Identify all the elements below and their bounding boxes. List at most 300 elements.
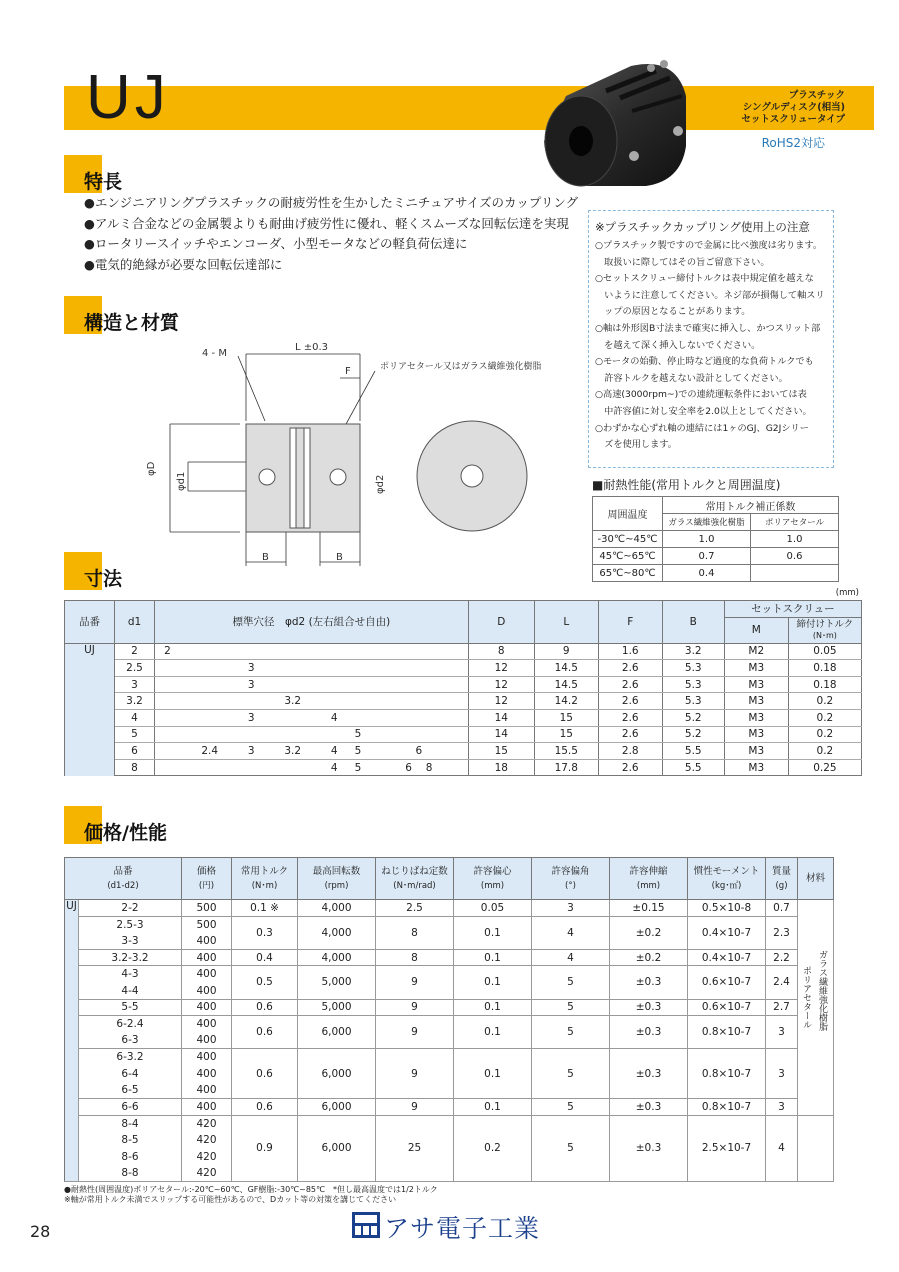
caution-line: 中許容値に対し安全率を2.0以上としてください。	[595, 405, 812, 417]
perf-part: 2.5-3	[79, 916, 182, 933]
perf-price: 400	[182, 1049, 232, 1066]
perf-rpm: 6,000	[298, 1115, 376, 1181]
perf-header-unit: (N･m)	[251, 880, 278, 891]
perf-inertia: 0.8×10-7	[688, 1099, 766, 1116]
dim-cell-d2	[155, 759, 181, 776]
perf-price: 400	[182, 949, 232, 966]
dim-cell-d2	[180, 643, 239, 660]
caution-line: 取扱いに際してはその旨ご留意下さい。	[595, 256, 770, 268]
perf-header-row	[65, 858, 834, 900]
heading-label: 価格/性能	[84, 822, 167, 844]
dim-cell-d: 12	[468, 660, 534, 677]
feature-item: ●エンジニアリングプラスチックの耐疲労性を生かしたミニチュアサイズのカップリング	[84, 195, 579, 210]
dim-cell-d2	[180, 726, 239, 743]
perf-mass: 2.7	[766, 999, 798, 1016]
dim-cell-d2	[180, 676, 239, 693]
perf-header-unit: (g)	[775, 880, 788, 891]
dim-cell-d2	[370, 676, 468, 693]
perf-mass: 4	[766, 1115, 798, 1181]
perf-ecc: 0.1	[454, 1099, 532, 1116]
material-pom: ポリアセタール	[801, 966, 811, 1029]
perf-material	[798, 900, 834, 1182]
dim-cell-d2	[239, 693, 263, 710]
dim-cell-d2	[322, 693, 346, 710]
dim-header-d2: 標準穴径 φd2 (左右組合せ自由)	[155, 601, 469, 644]
perf-part: 4-4	[79, 982, 182, 999]
heat-cell: 1.0	[751, 531, 839, 548]
perf-ang: 4	[532, 916, 610, 949]
perf-mass: 0.7	[766, 900, 798, 917]
dim-header-part: 品番	[65, 601, 115, 644]
caution-heading: ※プラスチックカップリング使用上の注意	[595, 220, 810, 234]
dim-cell-d2	[322, 660, 346, 677]
perf-part: 6-2.4	[79, 1016, 182, 1033]
dim-cell-d2	[263, 660, 322, 677]
dim-cell-d: 14	[468, 726, 534, 743]
feature-item: ●電気的絶縁が必要な回転伝達部に	[84, 256, 283, 272]
dim-cell-b: 5.3	[662, 693, 724, 710]
dim-cell-t: 0.25	[788, 759, 861, 776]
page-number: 28	[30, 1222, 51, 1241]
torque-unit: (N･m)	[812, 631, 837, 641]
notes	[64, 1185, 438, 1205]
dim-cell-d1: 2	[115, 643, 155, 660]
perf-torque: 0.6	[232, 999, 298, 1016]
perf-price: 420	[182, 1165, 232, 1182]
caution-line: ○わずかな心ずれ軸の連結には1ヶのGJ、G2Jシリー	[595, 422, 809, 434]
performance-body	[65, 900, 834, 1182]
perf-part: 8-8	[79, 1165, 182, 1182]
perf-part: 8-6	[79, 1148, 182, 1165]
dim-cell-d2	[180, 693, 239, 710]
perf-inertia: 0.4×10-7	[688, 949, 766, 966]
perf-inertia: 0.5×10-8	[688, 900, 766, 917]
note-line: ●耐熱性(周囲温度)ポリアセタール:-20℃~60℃、GF樹脂:-30℃~85℃ *但し最高温度では1/2トルク	[64, 1185, 438, 1194]
perf-part: 6-3	[79, 1032, 182, 1049]
dim-cell-d2	[155, 726, 181, 743]
perf-spring: 8	[376, 949, 454, 966]
perf-header-unit: (N･m/rad)	[393, 880, 436, 891]
perf-price: 400	[182, 1016, 232, 1033]
perf-header-label: 許容伸縮	[629, 865, 668, 877]
perf-inertia: 0.6×10-7	[688, 999, 766, 1016]
product-type	[741, 90, 845, 126]
perf-header	[688, 858, 766, 900]
perf-ang: 5	[532, 966, 610, 999]
dim-row	[65, 743, 862, 760]
perf-header-label: 許容偏心	[473, 865, 512, 877]
dim-row	[65, 660, 862, 677]
perf-row	[65, 999, 834, 1016]
dim-cell-f: 2.6	[598, 709, 662, 726]
heat-cell	[751, 565, 839, 582]
subtitle-line: シングルディスク(相当)	[742, 102, 845, 113]
heat-table-title: ■耐熱性能(常用トルクと周囲温度)	[592, 478, 781, 492]
dim-cell-m: M3	[724, 759, 788, 776]
dim-cell-f: 1.6	[598, 643, 662, 660]
perf-price: 500	[182, 900, 232, 917]
perf-part: 8-5	[79, 1132, 182, 1149]
dim-cell-d2: 3	[239, 709, 263, 726]
perf-part: 4-3	[79, 966, 182, 983]
perf-header	[766, 858, 798, 900]
perf-spring: 8	[376, 916, 454, 949]
heat-col-temp: 周囲温度	[593, 497, 663, 531]
perf-header-label: 価格	[196, 865, 216, 877]
dim-cell-l: 14.5	[534, 676, 598, 693]
perf-axial: ±0.3	[610, 1016, 688, 1049]
dim-cell-d: 12	[468, 693, 534, 710]
caution-line: いように注意してください。ネジ部が損傷して軸スリ	[595, 289, 825, 301]
perf-price: 400	[182, 999, 232, 1016]
dim-series: UJ	[65, 643, 115, 776]
perf-header-unit: (mm)	[636, 880, 661, 891]
perf-rpm: 4,000	[298, 949, 376, 966]
perf-ang: 4	[532, 949, 610, 966]
dim-header-M: M	[724, 617, 788, 643]
dim-cell-b: 5.5	[662, 759, 724, 776]
perf-header-unit: (円)	[198, 880, 215, 891]
dim-cell-l: 15	[534, 709, 598, 726]
perf-axial: ±0.3	[610, 1115, 688, 1181]
perf-row	[65, 916, 834, 933]
dim-header-D: D	[468, 601, 534, 644]
dim-cell-d2	[322, 726, 346, 743]
perf-spring: 9	[376, 999, 454, 1016]
dim-cell-d2	[346, 693, 370, 710]
heat-row	[593, 565, 839, 582]
torque-title: 締付けトルク	[796, 619, 854, 631]
perf-part: 6-3.2	[79, 1049, 182, 1066]
dim-cell-d2	[322, 676, 346, 693]
perf-axial: ±0.3	[610, 1099, 688, 1116]
perf-row	[65, 900, 834, 917]
caution-line: ズを使用します。	[595, 439, 677, 451]
dim-cell-f: 2.6	[598, 726, 662, 743]
dim-cell-d2: 4	[322, 743, 346, 760]
perf-axial: ±0.3	[610, 999, 688, 1016]
dim-cell-d2: 5	[346, 759, 370, 776]
screw-label: 4 - M	[202, 348, 227, 359]
dim-cell-b: 5.3	[662, 676, 724, 693]
dimensions-body	[65, 643, 862, 776]
heat-cell: -30℃~45℃	[593, 531, 663, 548]
caution-box	[588, 210, 834, 468]
perf-torque: 0.6	[232, 1049, 298, 1099]
company-logo-icon	[352, 1212, 380, 1238]
dim-cell-m: M3	[724, 660, 788, 677]
perf-ang: 5	[532, 1115, 610, 1181]
caution-line: ○モータの始動、停止時など過度的な負荷トルクでも	[595, 356, 814, 368]
feature-item: ●ロータリースイッチやエンコーダ、小型モータなどの軽負荷伝達に	[84, 236, 468, 251]
dim-cell-d1: 4	[115, 709, 155, 726]
f-label: F	[345, 366, 351, 377]
dim-cell-m: M2	[724, 643, 788, 660]
dim-cell-b: 5.5	[662, 743, 724, 760]
b-right-label: B	[336, 552, 343, 563]
dim-cell-d2	[346, 643, 370, 660]
dim-cell-d2: 3	[239, 660, 263, 677]
perf-price: 400	[182, 1032, 232, 1049]
heading-label: 構造と材質	[84, 312, 180, 334]
feature-item: ●アルミ合金などの金属製よりも耐曲げ疲労性に優れ、軽くスムーズな回転伝達を実現	[84, 215, 569, 231]
dimensions-table	[64, 600, 862, 776]
material-label: ポリアセタール又はガラス繊維強化樹脂	[380, 362, 542, 372]
dim-cell-d2: 3.2	[263, 693, 322, 710]
perf-spring: 9	[376, 1099, 454, 1116]
perf-axial: ±0.15	[610, 900, 688, 917]
perf-torque: 0.6	[232, 1099, 298, 1116]
perf-mass: 2.4	[766, 966, 798, 999]
perf-ang: 5	[532, 1016, 610, 1049]
dim-cell-l: 14.2	[534, 693, 598, 710]
caution-line: ップの原因となることがあります。	[595, 306, 751, 318]
dim-cell-d2	[155, 709, 181, 726]
perf-torque: 0.3	[232, 916, 298, 949]
perf-header	[454, 858, 532, 900]
caution-line: ○高速(3000rpm~)での連続運転条件においては表	[595, 389, 807, 401]
dim-cell-d2	[346, 709, 370, 726]
dim-header-torque	[788, 617, 861, 643]
dim-cell-d2	[370, 660, 468, 677]
dim-cell-d2	[155, 660, 181, 677]
dim-cell-d1: 6	[115, 743, 155, 760]
heat-cell: 65℃~80℃	[593, 565, 663, 582]
b-left-label: B	[262, 552, 269, 563]
perf-part: 2-2	[79, 900, 182, 917]
dim-cell-m: M3	[724, 693, 788, 710]
dim-cell-d: 8	[468, 643, 534, 660]
heat-col-gf: ガラス繊維強化樹脂	[663, 514, 751, 531]
perf-price: 400	[182, 933, 232, 950]
perf-ang: 5	[532, 1099, 610, 1116]
perf-mass: 3	[766, 1016, 798, 1049]
perf-row	[65, 949, 834, 966]
dim-cell-f: 2.6	[598, 676, 662, 693]
perf-rpm: 6,000	[298, 1049, 376, 1099]
dim-cell-d2	[180, 660, 239, 677]
perf-mass: 3	[766, 1099, 798, 1116]
perf-part: 3-3	[79, 933, 182, 950]
perf-header	[298, 858, 376, 900]
perf-ecc: 0.1	[454, 966, 532, 999]
perf-header	[798, 858, 834, 900]
perf-mass: 3	[766, 1049, 798, 1099]
perf-torque: 0.4	[232, 949, 298, 966]
perf-mass: 2.3	[766, 916, 798, 949]
perf-price: 420	[182, 1115, 232, 1132]
dim-header-B: B	[662, 601, 724, 644]
perf-rpm: 6,000	[298, 1099, 376, 1116]
perf-price: 400	[182, 1082, 232, 1099]
perf-inertia: 2.5×10-7	[688, 1115, 766, 1181]
perf-row	[65, 1049, 834, 1066]
perf-header-label: 慣性モーメント	[693, 865, 760, 877]
perf-price: 500	[182, 916, 232, 933]
dim-row	[65, 709, 862, 726]
perf-header-unit: (mm)	[480, 880, 505, 891]
dim-cell-b: 5.3	[662, 660, 724, 677]
dim-cell-d2	[346, 676, 370, 693]
note-line: ※軸が常用トルク未満でスリップする可能性があるので、Dカット等の対策を講じてください	[64, 1195, 397, 1204]
dim-cell-m: M3	[724, 676, 788, 693]
heading-label: 寸法	[84, 568, 123, 590]
dim-cell-d2: 5	[346, 726, 370, 743]
dim-cell-d2	[370, 726, 468, 743]
heat-row	[593, 548, 839, 565]
dim-cell-d2	[370, 709, 468, 726]
dim-cell-d2: 2.4	[180, 743, 239, 760]
heat-cell: 45℃~65℃	[593, 548, 663, 565]
dim-cell-d2	[263, 759, 322, 776]
perf-ecc: 0.1	[454, 916, 532, 949]
perf-header-label: 許容偏角	[551, 865, 590, 877]
dim-cell-d2	[155, 693, 181, 710]
dim-cell-d1: 2.5	[115, 660, 155, 677]
dim-cell-b: 5.2	[662, 726, 724, 743]
structure-drawing	[140, 336, 580, 576]
perf-rpm: 4,000	[298, 916, 376, 949]
perf-part: 5-5	[79, 999, 182, 1016]
perf-row	[65, 1099, 834, 1116]
perf-part: 3.2-3.2	[79, 949, 182, 966]
perf-ecc: 0.05	[454, 900, 532, 917]
perf-header-unit: (°)	[565, 880, 576, 891]
dim-cell-d2: 5	[346, 743, 370, 760]
dim-cell-d1: 5	[115, 726, 155, 743]
dim-cell-d2: 3.2	[263, 743, 322, 760]
dim-cell-m: M3	[724, 726, 788, 743]
perf-torque: 0.9	[232, 1115, 298, 1181]
dim-cell-d2	[239, 759, 263, 776]
dim-cell-d2	[155, 676, 181, 693]
perf-part: 6-6	[79, 1099, 182, 1116]
perf-header-label: 質量	[771, 865, 791, 877]
caution-line: ○セットスクリュー締付トルクは表中規定値を越えな	[595, 273, 814, 285]
dim-cell-d2	[322, 643, 346, 660]
perf-header-label: 常用トルク	[240, 865, 289, 877]
perf-axial: ±0.2	[610, 949, 688, 966]
dim-header-F: F	[598, 601, 662, 644]
dim-cell-t: 0.2	[788, 693, 861, 710]
dim-cell-l: 15	[534, 726, 598, 743]
dim-cell-l: 9	[534, 643, 598, 660]
dim-row	[65, 726, 862, 743]
dim-cell-b: 5.2	[662, 709, 724, 726]
perf-ang: 5	[532, 1049, 610, 1099]
dim-header-d1: d1	[115, 601, 155, 644]
dim-row	[65, 643, 862, 660]
perf-axial: ±0.2	[610, 916, 688, 949]
dim-cell-f: 2.6	[598, 693, 662, 710]
dim-row	[65, 693, 862, 710]
perf-ecc: 0.2	[454, 1115, 532, 1181]
length-label: L ±0.3	[295, 342, 329, 353]
heat-cell: 0.7	[663, 548, 751, 565]
dim-cell-m: M3	[724, 743, 788, 760]
perf-spring: 9	[376, 966, 454, 999]
perf-header	[532, 858, 610, 900]
perf-inertia: 0.4×10-7	[688, 916, 766, 949]
dim-cell-d2: 3	[239, 676, 263, 693]
dim-cell-d2	[180, 709, 239, 726]
dim-cell-d2	[263, 676, 322, 693]
dim-header-setscrew: セットスクリュー	[724, 601, 861, 618]
perf-inertia: 0.8×10-7	[688, 1049, 766, 1099]
heading-label: 特長	[84, 171, 123, 193]
caution-line: を越えて深く挿入しないでください。	[595, 339, 761, 351]
perf-header	[610, 858, 688, 900]
perf-rpm: 5,000	[298, 999, 376, 1016]
coupling-photo	[536, 56, 706, 196]
subtitle-line: セットスクリュータイプ	[741, 114, 845, 125]
od-label: φD	[146, 461, 157, 476]
perf-rpm: 5,000	[298, 966, 376, 999]
perf-price: 400	[182, 1099, 232, 1116]
dim-cell-d2: 6 8	[370, 759, 468, 776]
dim-cell-t: 0.18	[788, 676, 861, 693]
perf-torque: 0.6	[232, 1016, 298, 1049]
perf-part: 6-5	[79, 1082, 182, 1099]
dim-cell-d: 15	[468, 743, 534, 760]
perf-header-unit: (kg･㎡)	[711, 880, 742, 891]
company-name: アサ電子工業	[384, 1214, 541, 1243]
perf-axial: ±0.3	[610, 1049, 688, 1099]
perf-ang: 5	[532, 999, 610, 1016]
perf-inertia: 0.6×10-7	[688, 966, 766, 999]
dim-cell-d2	[239, 643, 263, 660]
perf-axial: ±0.3	[610, 966, 688, 999]
perf-torque: 0.1 ※	[232, 900, 298, 917]
dim-cell-t: 0.2	[788, 709, 861, 726]
perf-row	[65, 1115, 834, 1132]
perf-price: 400	[182, 982, 232, 999]
dim-cell-l: 17.8	[534, 759, 598, 776]
caution-line: 許容トルクを越えない設計としてください。	[595, 372, 788, 384]
dim-cell-d2	[263, 643, 322, 660]
dim-row	[65, 759, 862, 776]
perf-spring: 9	[376, 1049, 454, 1099]
heat-col-group: 常用トルク補正係数	[663, 497, 839, 514]
perf-ecc: 0.1	[454, 949, 532, 966]
perf-price: 400	[182, 966, 232, 983]
perf-series: UJ	[65, 900, 79, 1182]
caution-line: ○プラスチック製ですので金属に比べ強度は劣ります。	[595, 240, 823, 251]
dim-cell-f: 2.6	[598, 660, 662, 677]
heat-cell: 0.6	[751, 548, 839, 565]
dim-cell-t: 0.2	[788, 726, 861, 743]
dim-cell-t: 0.05	[788, 643, 861, 660]
dim-cell-m: M3	[724, 709, 788, 726]
dim-cell-d: 12	[468, 676, 534, 693]
dim-cell-d2: 6	[370, 743, 468, 760]
perf-spring: 2.5	[376, 900, 454, 917]
dim-cell-d1: 8	[115, 759, 155, 776]
heat-col-pom: ポリアセタール	[751, 514, 839, 531]
performance-table	[64, 857, 834, 1182]
perf-part: 8-4	[79, 1115, 182, 1132]
perf-price: 420	[182, 1148, 232, 1165]
perf-torque: 0.5	[232, 966, 298, 999]
perf-rpm: 6,000	[298, 1016, 376, 1049]
page-title: UJ	[86, 63, 170, 132]
perf-rpm: 4,000	[298, 900, 376, 917]
dim-cell-d: 14	[468, 709, 534, 726]
perf-header-label: ねじりばね定数	[381, 865, 448, 877]
dim-cell-f: 2.6	[598, 759, 662, 776]
perf-inertia: 0.8×10-7	[688, 1016, 766, 1049]
dim-cell-d2	[263, 726, 322, 743]
